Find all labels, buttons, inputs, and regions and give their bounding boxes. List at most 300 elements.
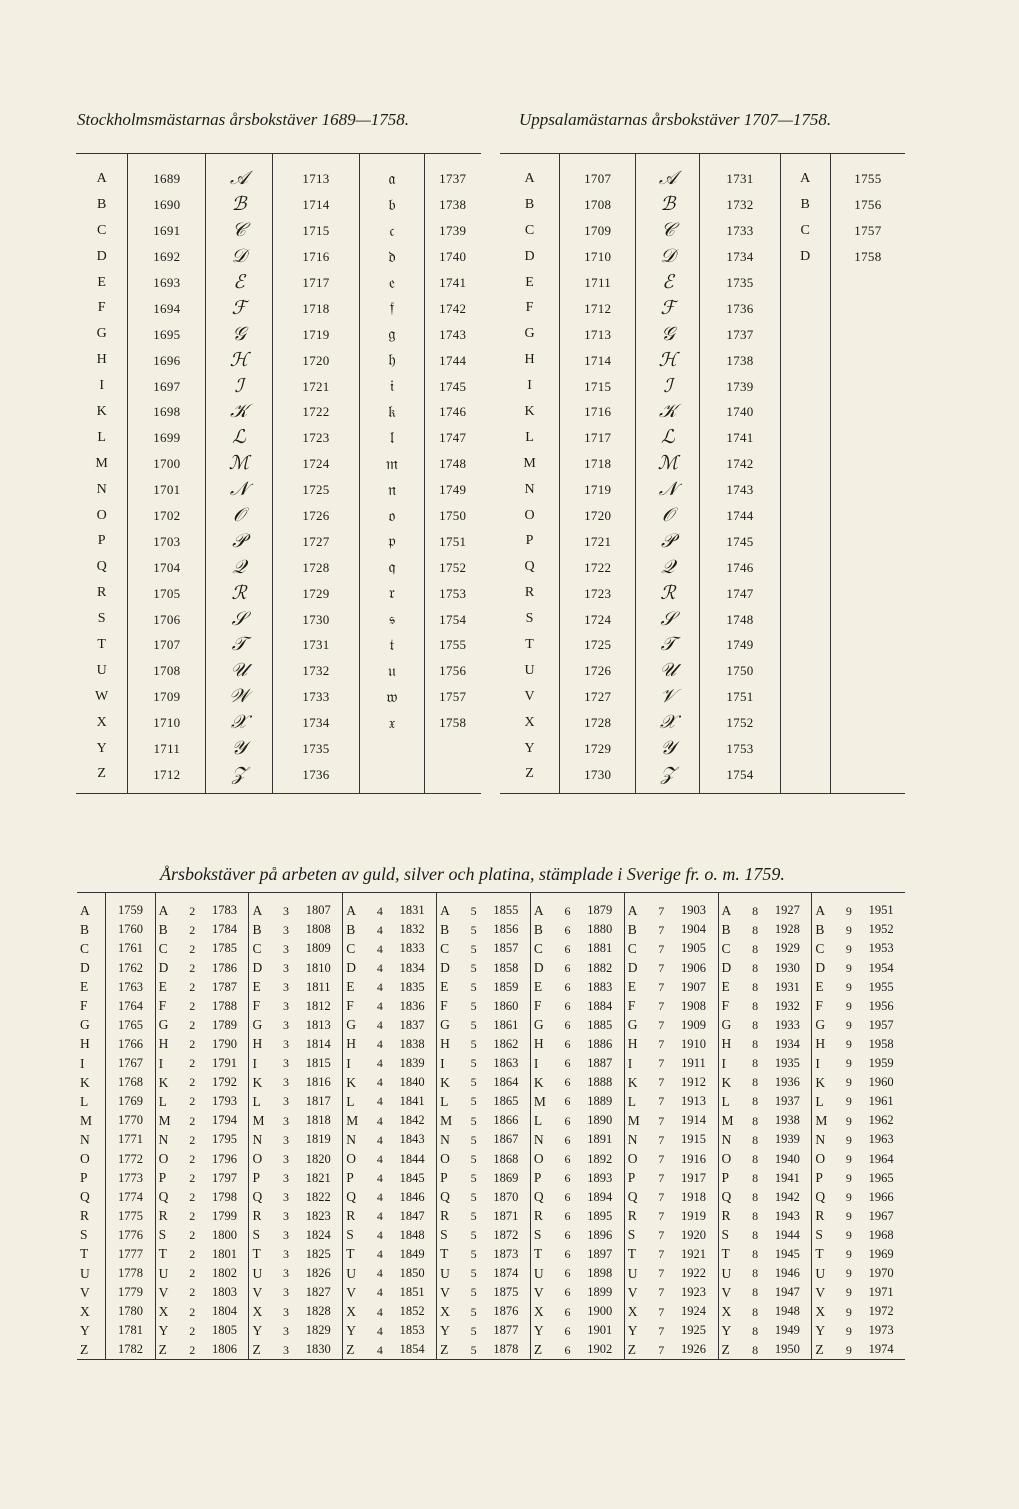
year: 1823: [305, 1208, 331, 1223]
script-letter: ℳ: [206, 451, 272, 477]
year: 1842: [399, 1113, 425, 1128]
year: 1698: [128, 399, 206, 425]
table-row: [500, 295, 905, 321]
script-letter: 𝒬: [636, 554, 700, 580]
year-letter: [780, 425, 830, 451]
cycle-digit: 3: [283, 999, 290, 1014]
year: 1772: [106, 1149, 155, 1168]
year: 1725: [560, 632, 636, 658]
year-letter: X: [96, 714, 107, 730]
year-letter: [780, 451, 830, 477]
year-letter: O: [718, 1149, 747, 1168]
year-letter: Y: [530, 1321, 559, 1340]
year-letter: P: [525, 533, 534, 549]
year-letter: T: [343, 1245, 372, 1264]
cycle-digit: 2: [189, 1228, 196, 1243]
year: [830, 321, 905, 347]
table-row: [76, 580, 481, 606]
year-letter: B: [812, 920, 841, 939]
year-letter: M: [95, 455, 108, 471]
year: 1758: [830, 244, 905, 270]
cycle-digit: 6: [564, 1037, 571, 1052]
year: 1726: [560, 658, 636, 684]
cycle-digit: 6: [564, 1228, 571, 1243]
year-letter: B: [624, 920, 653, 939]
year: 1781: [106, 1321, 155, 1340]
year: 1836: [399, 998, 425, 1013]
year-letter: P: [437, 1168, 466, 1187]
year-letter: Y: [155, 1321, 184, 1340]
year-letter: K: [624, 1073, 653, 1092]
cycle-digit: 5: [470, 1018, 477, 1033]
year: 1786: [211, 960, 237, 975]
cycle-digit: 3: [283, 1037, 290, 1052]
year-letter: N: [812, 1130, 841, 1149]
year: 1880: [587, 922, 613, 937]
script-letter: ℐ: [636, 373, 700, 399]
cycle-digit: 5: [470, 1132, 477, 1147]
uppsala-table: [500, 153, 905, 794]
year-letter: U: [437, 1264, 466, 1283]
year-letter: E: [97, 274, 106, 290]
year: 1897: [587, 1246, 613, 1261]
cycle-digit: 2: [189, 1342, 196, 1357]
year-letter: X: [155, 1302, 184, 1321]
script-letter: 𝒯: [636, 632, 700, 658]
year-letter: D: [249, 958, 278, 977]
cycle-digit: 2: [189, 1266, 196, 1281]
script-letter: 𝒯: [206, 632, 272, 658]
year: 1957: [868, 1017, 894, 1032]
year-letter: B: [343, 920, 372, 939]
script-letter: ℰ: [636, 270, 700, 296]
year: 1850: [399, 1266, 425, 1281]
year: 1791: [211, 1056, 237, 1071]
year-letter: U: [80, 1265, 90, 1281]
year: 1876: [493, 1304, 519, 1319]
year-letter: V: [718, 1283, 747, 1302]
cycle-digit: 5: [470, 1094, 477, 1109]
year-letter: X: [624, 1302, 653, 1321]
table-row: [500, 451, 905, 477]
year-letter: P: [155, 1168, 184, 1187]
cycle-digit: 7: [658, 979, 665, 994]
script-letter: ℱ: [636, 295, 700, 321]
year: 1735: [272, 736, 360, 762]
year: 1755: [424, 632, 481, 658]
script-letter: 𝒲: [206, 684, 272, 710]
year: [830, 710, 905, 736]
year: 1967: [868, 1208, 894, 1223]
script-letter: 𝒬: [206, 554, 272, 580]
cycle-digit: 4: [376, 1247, 383, 1262]
year-letter: B: [530, 920, 559, 939]
year-letter: U: [155, 1264, 184, 1283]
year-letter: P: [249, 1168, 278, 1187]
year: 1892: [587, 1151, 613, 1166]
script-letter: ℛ: [636, 580, 700, 606]
table-row: [76, 606, 481, 632]
year: 1867: [493, 1132, 519, 1147]
year: 1861: [493, 1017, 519, 1032]
script-letter: 𝒩: [636, 477, 700, 503]
year-letter: H: [249, 1035, 278, 1054]
year: 1847: [399, 1208, 425, 1223]
year-letter: R: [524, 585, 535, 601]
uppsala-title: Uppsalamästarnas årsbokstäver 1707—1758.: [519, 110, 832, 129]
cycle-digit: 9: [845, 1018, 852, 1033]
year: 1954: [868, 960, 894, 975]
table-row: [77, 920, 905, 939]
cycle-digit: 9: [845, 1189, 852, 1204]
year: 1732: [700, 192, 780, 218]
year-letter: [780, 373, 830, 399]
year-letter: [780, 321, 830, 347]
year-letter: U: [812, 1264, 841, 1283]
year: 1958: [868, 1036, 894, 1051]
year-letter: N: [155, 1130, 184, 1149]
year-letter: T: [80, 1246, 89, 1262]
cycle-digit: 4: [376, 1228, 383, 1243]
year: 1916: [681, 1151, 707, 1166]
cycle-digit: 5: [470, 1323, 477, 1338]
table-row: [76, 761, 481, 793]
cycle-digit: 6: [564, 922, 571, 937]
year: 1815: [305, 1056, 331, 1071]
fraktur-letter: 𝔵: [360, 710, 424, 736]
cycle-digit: 7: [658, 999, 665, 1014]
cycle-digit: 2: [189, 1113, 196, 1128]
cycle-digit: 3: [283, 960, 290, 975]
year: 1715: [560, 373, 636, 399]
year: 1773: [106, 1168, 155, 1187]
year-letter: R: [812, 1207, 841, 1226]
year: [830, 528, 905, 554]
cycle-digit: 4: [376, 1132, 383, 1147]
cycle-digit: 9: [845, 1094, 852, 1109]
year: 1742: [700, 451, 780, 477]
year: 1900: [587, 1304, 613, 1319]
year-letter: E: [812, 977, 841, 996]
cycle-digit: 9: [845, 1266, 852, 1281]
year: 1865: [493, 1094, 519, 1109]
year: [830, 658, 905, 684]
fraktur-letter: 𝔡: [360, 244, 424, 270]
year: 1963: [868, 1132, 894, 1147]
cycle-digit: 3: [283, 979, 290, 994]
cycle-digit: 4: [376, 1094, 383, 1109]
cycle-digit: 5: [470, 1304, 477, 1319]
year-letter: I: [530, 1054, 559, 1073]
year: 1812: [305, 998, 331, 1013]
year-letter: [780, 606, 830, 632]
cycle-digit: 3: [283, 903, 290, 918]
table-row: [77, 1264, 905, 1283]
cycle-digit: 7: [658, 1209, 665, 1224]
year: 1828: [305, 1304, 331, 1319]
cycle-digit: 9: [845, 1151, 852, 1166]
year: 1973: [868, 1323, 894, 1338]
cycle-digit: 9: [845, 1285, 852, 1300]
table-row: [500, 425, 905, 451]
year: 1928: [774, 922, 800, 937]
year: 1893: [587, 1170, 613, 1185]
year: 1741: [700, 425, 780, 451]
cycle-digit: 7: [658, 1113, 665, 1128]
cycle-digit: 6: [564, 1285, 571, 1300]
year-letter: U: [524, 662, 535, 678]
year-letter: E: [525, 274, 534, 290]
table-row: [77, 893, 905, 921]
year-letter: [780, 632, 830, 658]
cycle-digit: 5: [470, 999, 477, 1014]
year-letter: N: [343, 1130, 372, 1149]
year-letter: R: [530, 1207, 559, 1226]
year: 1860: [493, 998, 519, 1013]
year: 1729: [272, 580, 360, 606]
fraktur-letter: 𝔲: [360, 658, 424, 684]
cycle-digit: 9: [845, 1342, 852, 1357]
year-letter: T: [155, 1245, 184, 1264]
table-row: [76, 373, 481, 399]
year: 1809: [305, 941, 331, 956]
cycle-digit: 4: [376, 1037, 383, 1052]
script-letter: ℒ: [206, 425, 272, 451]
year-letter: F: [525, 300, 534, 316]
fraktur-letter: 𝔱: [360, 632, 424, 658]
year-letter: B: [780, 192, 830, 218]
year-letter: A: [80, 902, 90, 918]
table-row: [76, 528, 481, 554]
year: 1697: [128, 373, 206, 399]
year: 1711: [560, 270, 636, 296]
year: 1818: [305, 1113, 331, 1128]
year: 1725: [272, 477, 360, 503]
year-letter: G: [80, 1017, 90, 1033]
year: 1952: [868, 922, 894, 937]
year: 1746: [424, 399, 481, 425]
cycle-digit: 3: [283, 1304, 290, 1319]
cycle-digit: 4: [376, 1304, 383, 1319]
year-letter: B: [80, 921, 90, 937]
cycle-digit: 6: [564, 1209, 571, 1224]
year: 1889: [587, 1094, 613, 1109]
cycle-digit: 5: [470, 1266, 477, 1281]
year-letter: S: [437, 1226, 466, 1245]
metals-title: Årsbokstäver på arbeten av guld, silver och platina, stämplade i Sverige fr. o. m. 1759.: [160, 864, 785, 884]
year: 1864: [493, 1075, 519, 1090]
year: 1890: [587, 1113, 613, 1128]
year: 1840: [399, 1075, 425, 1090]
year-letter: R: [718, 1207, 747, 1226]
year-letter: M: [718, 1111, 747, 1130]
year: 1859: [493, 979, 519, 994]
table-row: [500, 554, 905, 580]
table-row: [500, 710, 905, 736]
table-row: [76, 347, 481, 373]
cycle-digit: 8: [752, 1132, 759, 1147]
cycle-digit: 5: [470, 1342, 477, 1357]
year: 1690: [128, 192, 206, 218]
year: 1707: [560, 154, 636, 192]
year: 1822: [305, 1189, 331, 1204]
year: 1937: [774, 1094, 800, 1109]
year-letter: V: [624, 1283, 653, 1302]
year: 1738: [424, 192, 481, 218]
cycle-digit: 3: [283, 1209, 290, 1224]
cycle-digit: 6: [564, 1266, 571, 1281]
year: 1884: [587, 998, 613, 1013]
year-letter: G: [812, 1016, 841, 1035]
year: 1852: [399, 1304, 425, 1319]
year-letter: S: [525, 611, 534, 627]
year-letter: Z: [624, 1340, 653, 1360]
year-letter: K: [249, 1073, 278, 1092]
year-letter: H: [155, 1035, 184, 1054]
year: 1800: [211, 1227, 237, 1242]
year-letter: B: [524, 196, 535, 212]
year: 1735: [700, 270, 780, 296]
year: 1882: [587, 960, 613, 975]
year-letter: E: [343, 977, 372, 996]
year-letter: I: [99, 378, 104, 394]
year: 1696: [128, 347, 206, 373]
cycle-digit: 8: [752, 1113, 759, 1128]
year: 1848: [399, 1227, 425, 1242]
year-letter: V: [343, 1283, 372, 1302]
year: 1712: [128, 761, 206, 793]
year: 1731: [700, 154, 780, 192]
cycle-digit: 8: [752, 1189, 759, 1204]
year: 1789: [211, 1017, 237, 1032]
year: [424, 736, 481, 762]
fraktur-letter: 𝔨: [360, 399, 424, 425]
year-letter: I: [343, 1054, 372, 1073]
year: 1740: [700, 399, 780, 425]
cycle-digit: 6: [564, 1151, 571, 1166]
year: 1839: [399, 1056, 425, 1071]
year-letter: M: [812, 1111, 841, 1130]
cycle-digit: 8: [752, 903, 759, 918]
script-letter: 𝒰: [206, 658, 272, 684]
script-letter: ℛ: [206, 580, 272, 606]
year: 1729: [560, 736, 636, 762]
cycle-digit: 4: [376, 1266, 383, 1281]
cycle-digit: 2: [189, 999, 196, 1014]
cycle-digit: 2: [189, 979, 196, 994]
cycle-digit: 9: [845, 1228, 852, 1243]
year-letter: Q: [155, 1187, 184, 1206]
year-letter: Z: [718, 1340, 747, 1360]
year-letter: L: [343, 1092, 372, 1111]
script-letter: ℬ: [636, 192, 700, 218]
year-letter: D: [780, 244, 830, 270]
year-letter: [780, 295, 830, 321]
cycle-digit: 4: [376, 999, 383, 1014]
year-letter: L: [437, 1092, 466, 1111]
year-letter: N: [530, 1130, 559, 1149]
table-row: [77, 1302, 905, 1321]
year: 1721: [272, 373, 360, 399]
table-row: [76, 399, 481, 425]
year-letter: R: [80, 1208, 90, 1224]
year: 1841: [399, 1094, 425, 1109]
year: 1803: [211, 1285, 237, 1300]
cycle-digit: 8: [752, 999, 759, 1014]
year: 1912: [681, 1075, 707, 1090]
year: 1844: [399, 1151, 425, 1166]
year: 1733: [700, 218, 780, 244]
year-letter: O: [624, 1149, 653, 1168]
table-row: [76, 632, 481, 658]
cycle-digit: 5: [470, 1056, 477, 1071]
cycle-digit: 3: [283, 941, 290, 956]
year: 1763: [106, 977, 155, 996]
year-letter: Q: [718, 1187, 747, 1206]
year: 1881: [587, 941, 613, 956]
year: 1714: [560, 347, 636, 373]
year: 1762: [106, 958, 155, 977]
year: 1869: [493, 1170, 519, 1185]
year: 1694: [128, 295, 206, 321]
year-letter: O: [530, 1149, 559, 1168]
year: 1702: [128, 503, 206, 529]
year-letter: U: [96, 662, 107, 678]
year: 1910: [681, 1036, 707, 1051]
table-row: [77, 1130, 905, 1149]
year: 1863: [493, 1056, 519, 1071]
cycle-digit: 5: [470, 941, 477, 956]
year: 1710: [560, 244, 636, 270]
year: 1730: [560, 761, 636, 793]
table-row: [77, 1245, 905, 1264]
script-letter: 𝒴: [206, 736, 272, 762]
year: 1913: [681, 1094, 707, 1109]
cycle-digit: 7: [658, 903, 665, 918]
year: 1838: [399, 1036, 425, 1051]
year-letter: I: [812, 1054, 841, 1073]
year-letter: W: [95, 688, 109, 704]
year-letter: Q: [530, 1187, 559, 1206]
cycle-digit: 7: [658, 1132, 665, 1147]
stockholm-title: Stockholmsmästarnas årsbokstäver 1689—1758.: [77, 110, 409, 129]
year: 1709: [560, 218, 636, 244]
year-letter: M: [155, 1111, 184, 1130]
year: 1790: [211, 1036, 237, 1051]
year-letter: U: [718, 1264, 747, 1283]
year-letter: I: [249, 1054, 278, 1073]
fraktur-letter: 𝔭: [360, 528, 424, 554]
year: 1972: [868, 1304, 894, 1319]
year-letter: K: [155, 1073, 184, 1092]
year-letter: O: [812, 1149, 841, 1168]
year-letter: B: [155, 920, 184, 939]
table-row: [77, 958, 905, 977]
year: 1782: [106, 1340, 155, 1360]
cycle-digit: 4: [376, 1018, 383, 1033]
year: 1737: [424, 154, 481, 192]
cycle-digit: 6: [564, 1018, 571, 1033]
script-letter: 𝒮: [636, 606, 700, 632]
cycle-digit: 2: [189, 1285, 196, 1300]
year: 1962: [868, 1113, 894, 1128]
year: 1851: [399, 1285, 425, 1300]
cycle-digit: 6: [564, 1094, 571, 1109]
year-letter: A: [624, 893, 653, 921]
year-letter: F: [530, 996, 559, 1015]
table-row: [500, 477, 905, 503]
year-letter: C: [524, 222, 535, 238]
